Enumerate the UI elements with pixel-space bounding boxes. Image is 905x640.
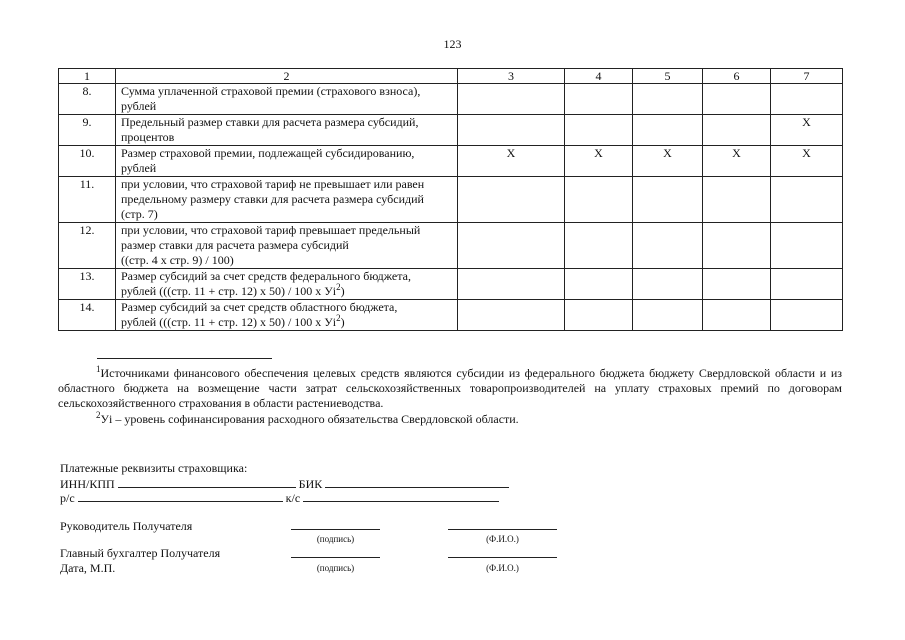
value-cell-col-5 xyxy=(633,177,703,223)
row-description-text: рублей xyxy=(121,161,157,175)
accountant-fio-caption: (Ф.И.О.) xyxy=(486,563,519,573)
row-number: 12. xyxy=(59,223,116,269)
head-signature-caption: (подпись) xyxy=(316,534,355,544)
column-header-2: 2 xyxy=(116,69,458,84)
value-cell-col-6 xyxy=(703,115,771,146)
row-description-text: Размер страховой премии, подлежащей субсидированию, xyxy=(121,146,415,160)
value-cell-col-6 xyxy=(703,177,771,223)
value-cell-col-7: Х xyxy=(771,146,843,177)
value-cell-col-7 xyxy=(771,84,843,115)
row-description-line xyxy=(121,177,452,192)
row-description-text: Сумма уплаченной страховой премии (страхового взноса), xyxy=(121,84,421,98)
row-number: 9. xyxy=(59,115,116,146)
row-number: 10. xyxy=(59,146,116,177)
value-cell-col-5 xyxy=(633,223,703,269)
row-description-line xyxy=(121,161,452,176)
head-label: Руководитель Получателя xyxy=(60,519,193,533)
row-description-line xyxy=(121,130,452,145)
row-description-text: Предельный размер ставки для расчета размера субсидий, xyxy=(121,115,419,129)
page-number: 123 xyxy=(443,37,462,51)
bik-label: БИК xyxy=(298,477,323,491)
row-description-line xyxy=(121,300,452,315)
table-row xyxy=(59,300,843,331)
table-header-row xyxy=(59,69,843,84)
row-description-tail: ) xyxy=(340,284,345,298)
row-description xyxy=(116,269,458,300)
table-row xyxy=(59,115,843,146)
row-description-line xyxy=(121,284,452,299)
row-description-line xyxy=(121,253,452,268)
table-row xyxy=(59,223,843,269)
row-description-text: (стр. 7) xyxy=(121,207,158,221)
head-fio-line xyxy=(448,529,557,530)
row-description-line xyxy=(121,315,452,330)
value-cell-col-4 xyxy=(565,84,633,115)
row-description xyxy=(116,300,458,331)
column-header-5: 5 xyxy=(633,69,703,84)
row-number: 13. xyxy=(59,269,116,300)
row-description-tail: ) xyxy=(340,315,345,329)
table-row xyxy=(59,177,843,223)
row-number: 14. xyxy=(59,300,116,331)
value-cell-col-3 xyxy=(458,269,565,300)
row-description-text: при условии, что страховой тариф не превышает или равен xyxy=(121,177,425,191)
value-cell-col-6 xyxy=(703,223,771,269)
value-cell-col-4 xyxy=(565,269,633,300)
value-cell-col-4 xyxy=(565,223,633,269)
head-fio-caption: (Ф.И.О.) xyxy=(486,534,519,544)
value-cell-col-5: Х xyxy=(633,146,703,177)
footnote-1 xyxy=(58,366,842,411)
footnote-1-mark: 1 xyxy=(96,364,101,374)
data-table xyxy=(58,68,843,331)
row-description xyxy=(116,146,458,177)
value-cell-col-4 xyxy=(565,300,633,331)
row-description-line xyxy=(121,115,452,130)
row-description xyxy=(116,115,458,146)
row-description-line xyxy=(121,99,452,114)
inn-field-line xyxy=(118,476,296,488)
footnote-reference: 2 xyxy=(336,282,341,292)
footnote-2-text: Уi – уровень софинансирования расходного обязательства Свердловской области. xyxy=(100,412,519,426)
row-description-text: при условии, что страховой тариф превышает предельный xyxy=(121,223,421,237)
row-description xyxy=(116,177,458,223)
row-description-line xyxy=(121,238,452,253)
requisites-title: Платежные реквизиты страховщика: xyxy=(60,461,248,475)
accountant-fio-line xyxy=(448,557,557,558)
rs-label: р/с xyxy=(60,491,75,505)
footnote-2 xyxy=(58,412,842,427)
column-header-6: 6 xyxy=(703,69,771,84)
value-cell-col-7 xyxy=(771,300,843,331)
ks-label: к/с xyxy=(285,491,301,505)
value-cell-col-5 xyxy=(633,115,703,146)
row-description-text: размер ставки для расчета размера субсидий xyxy=(121,238,349,252)
footnote-reference: 2 xyxy=(336,313,341,323)
value-cell-col-6 xyxy=(703,300,771,331)
rs-ks-row xyxy=(60,490,499,506)
row-number: 8. xyxy=(59,84,116,115)
row-description-line xyxy=(121,269,452,284)
value-cell-col-5 xyxy=(633,269,703,300)
value-cell-col-4 xyxy=(565,177,633,223)
row-description-line xyxy=(121,146,452,161)
value-cell-col-6 xyxy=(703,84,771,115)
value-cell-col-3 xyxy=(458,177,565,223)
ks-field-line xyxy=(303,490,499,502)
value-cell-col-7 xyxy=(771,269,843,300)
row-description-text: Размер субсидий за счет средств федерального бюджета, xyxy=(121,269,411,283)
table-row xyxy=(59,84,843,115)
accountant-signature-caption: (подпись) xyxy=(316,563,355,573)
value-cell-col-6 xyxy=(703,269,771,300)
column-header-4: 4 xyxy=(565,69,633,84)
row-description-text: рублей (((стр. 11 + стр. 12) х 50) / 100 х Уi xyxy=(121,315,337,329)
row-description-line xyxy=(121,192,452,207)
table-row xyxy=(59,269,843,300)
value-cell-col-4 xyxy=(565,115,633,146)
inn-label: ИНН/КПП xyxy=(60,477,115,491)
row-description-line xyxy=(121,223,452,238)
footnote-separator xyxy=(97,358,272,359)
column-header-7: 7 xyxy=(771,69,843,84)
footnote-1-text: Источниками финансового обеспечения целевых средств являются субсидии из федерального бюджета бюджету Свердловской области и из областного бюджета на возмещение части затрат сельскохозяйственных товаропроизводителей на уплату страховых премий по договорам сельскохозяйственного страхования в области растениеводства. xyxy=(58,366,842,410)
bik-field-line xyxy=(325,476,509,488)
accountant-label: Главный бухгалтер Получателя xyxy=(60,546,221,560)
value-cell-col-7 xyxy=(771,177,843,223)
value-cell-col-3 xyxy=(458,84,565,115)
value-cell-col-5 xyxy=(633,300,703,331)
value-cell-col-6: Х xyxy=(703,146,771,177)
accountant-signature-line xyxy=(291,557,380,558)
value-cell-col-4: Х xyxy=(565,146,633,177)
row-description-text: процентов xyxy=(121,130,175,144)
value-cell-col-5 xyxy=(633,84,703,115)
row-description-line xyxy=(121,207,452,222)
value-cell-col-3 xyxy=(458,115,565,146)
value-cell-col-7: Х xyxy=(771,115,843,146)
row-description-text: ((стр. 4 х стр. 9) / 100) xyxy=(121,253,234,267)
date-label: Дата, М.П. xyxy=(60,561,116,575)
row-description xyxy=(116,84,458,115)
row-description xyxy=(116,223,458,269)
footnote-2-mark: 2 xyxy=(96,410,101,420)
rs-field-line xyxy=(78,490,283,502)
value-cell-col-3: Х xyxy=(458,146,565,177)
row-number: 11. xyxy=(59,177,116,223)
row-description-text: предельному размеру ставки для расчета размера субсидий xyxy=(121,192,424,206)
row-description-text: Размер субсидий за счет средств областного бюджета, xyxy=(121,300,398,314)
table-row xyxy=(59,146,843,177)
row-description-text: рублей (((стр. 11 + стр. 12) х 50) / 100 х Уi xyxy=(121,284,337,298)
row-description-text: рублей xyxy=(121,99,157,113)
column-header-3: 3 xyxy=(458,69,565,84)
value-cell-col-3 xyxy=(458,300,565,331)
value-cell-col-3 xyxy=(458,223,565,269)
value-cell-col-7 xyxy=(771,223,843,269)
row-description-line xyxy=(121,84,452,99)
head-signature-line xyxy=(291,529,380,530)
column-header-1: 1 xyxy=(59,69,116,84)
